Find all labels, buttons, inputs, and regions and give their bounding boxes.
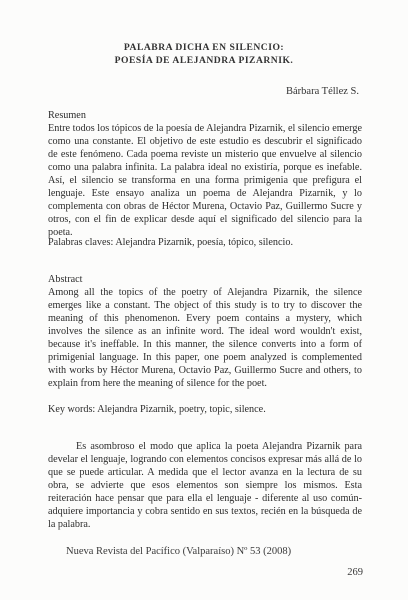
author-name: Bárbara Téllez S.	[286, 86, 359, 97]
palabras-claves: Palabras claves: Alejandra Pizarnik, poesía, tópico, silencio.	[48, 237, 293, 248]
palabras-claves-section	[48, 236, 362, 249]
key-words: Key words: Alejandra Pizarnik, poetry, topic, silence.	[48, 404, 266, 415]
journal-citation: Nueva Revista del Pacífico (Valparaíso) Nº 53 (2008)	[66, 546, 292, 557]
resumen-text: Entre todos los tópicos de la poesía de Alejandra Pizarnik, el silencio emerge como una constante. El objetivo de este estudio es descubrir el significado de este fenómeno. Cada poema reviste un misterio que envuelve al silencio como una palabra infinita. La palabra ideal no existiría, porque es inefable. Así, el silencio se transforma en una forma primigenia que prefigura el lenguaje. Este ensayo analiza un poema de Alejandra Pizarnik, y lo complementa con obras de Héctor Murena, Octavio Paz, Guillermo Sucre y otros, con el fin de explicar desde aquí el significado del silencio para la poeta.	[48, 123, 362, 238]
body-section	[48, 440, 362, 531]
article-title	[0, 41, 408, 67]
abstract-heading: Abstract	[48, 274, 83, 285]
resumen-heading: Resumen	[48, 110, 86, 121]
key-words-section	[48, 403, 362, 416]
title-line-2: POESÍA DE ALEJANDRA PIZARNIK.	[114, 55, 294, 66]
abstract-section	[48, 273, 362, 390]
page-number: 269	[347, 567, 363, 578]
resumen-section	[48, 109, 362, 239]
body-paragraph: Es asombroso el modo que aplica la poeta Alejandra Pizarnik para develar el lenguaje, logrando con elementos concisos expresar más allá de lo que se puede articular. A medida que el lector avanza en la lectura de su obra, se advierte que esos elementos son siempre los mismos. Esta reiteración hace pensar que para ella el lenguaje - diferente al uso común- adquiere importancia y cobra sentido en sus textos, recién en la búsqueda de la palabra.	[48, 441, 362, 530]
title-line-1: PALABRA DICHA EN SILENCIO:	[123, 42, 285, 53]
abstract-text: Among all the topics of the poetry of Alejandra Pizarnik, the silence emerges like a constant. The object of this study is to try to discover the meaning of this phenomenon. Every poem contains a mystery, which involves the silence as an infinite word. The ideal word wouldn't exist, because it's ineffable. In this manner, the silence converts into a form of primigenial language. In this paper, one poem analyzed is complemented with works by Héctor Murena, Octavio Paz, Guillermo Sucre and others, to explain from here the meaning of silence for the poet.	[48, 287, 362, 389]
